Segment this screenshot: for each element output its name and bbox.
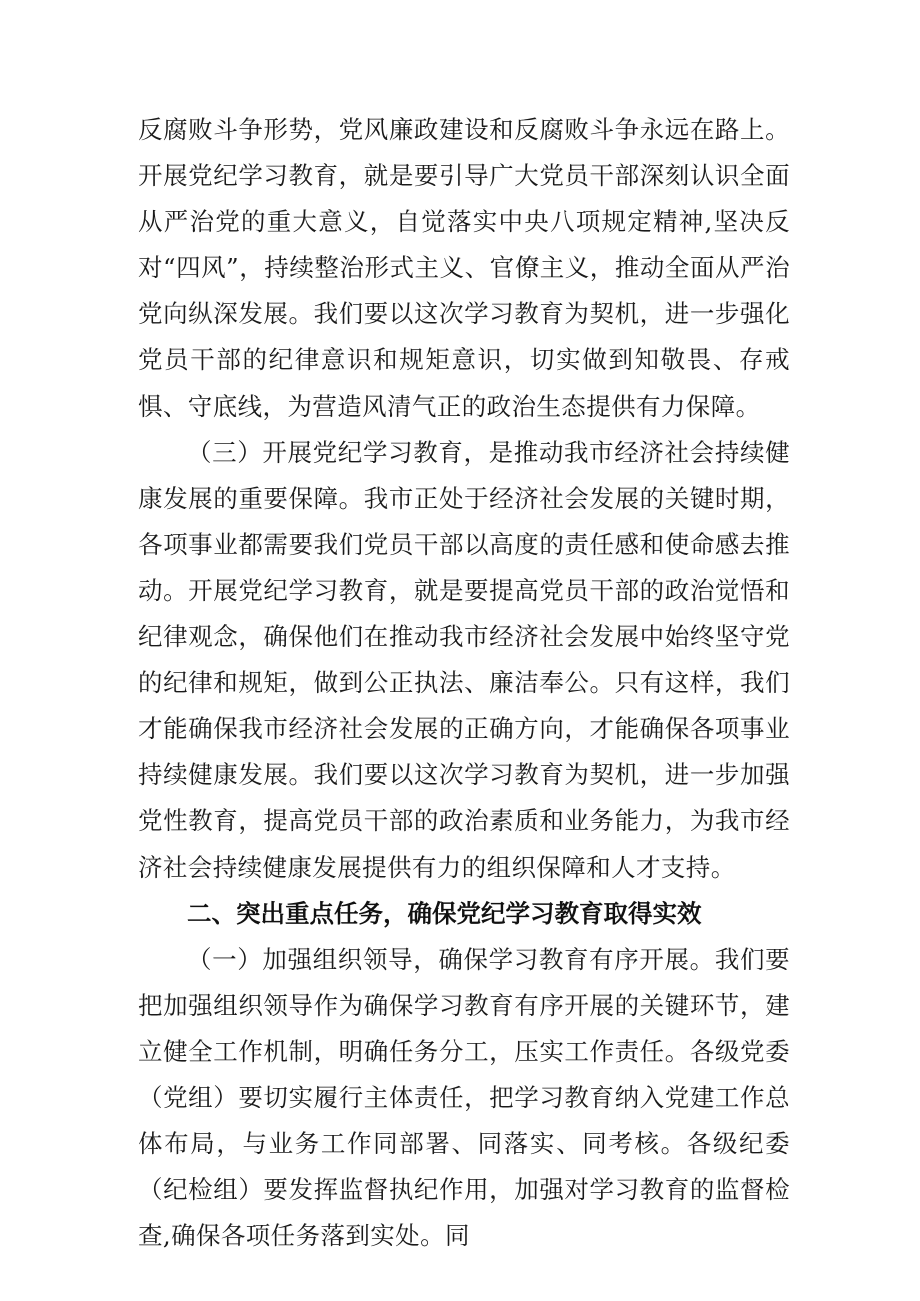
document-body xyxy=(138,107,790,1259)
section-heading-two: 二、突出重点任务，确保党纪学习教育取得实效 xyxy=(187,898,702,928)
paragraph-subsection-one: （一）加强组织领导，确保学习教育有序开展。我们要把加强组织领导作为确保学习教育有序开展的关键环节，建立健全工作机制，明确任务分工，压实工作责任。各级党委（党组）要切实履行主体责任，把学习教育纳入党建工作总体布局，与业务工作同部署、同落实、同考核。各级纪委（纪检组）要发挥监督执纪作用，加强对学习教育的监督检查,确保各项任务落到实处。同 xyxy=(138,944,790,1251)
paragraph-continuation: 反腐败斗争形势，党风廉政建设和反腐败斗争永远在路上。开展党纪学习教育，就是要引导广大党员干部深刻认识全面从严治党的重大意义，自觉落实中央八项规定精神,坚决反对“四风”，持续整治形式主义、官僚主义，推动全面从严治党向纵深发展。我们要以这次学习教育为契机，进一步强化党员干部的纪律意识和规矩意识，切实做到知敬畏、存戒惧、守底线，为营造风清气正的政治生态提供有力保障。 xyxy=(138,115,790,421)
paragraph-section-three: （三）开展党纪学习教育，是推动我市经济社会持续健康发展的重要保障。我市正处于经济社会发展的关键时期，各项事业都需要我们党员干部以高度的责任感和使命感去推动。开展党纪学习教育，就是要提高党员干部的政治觉悟和纪律观念，确保他们在推动我市经济社会发展中始终坚守党的纪律和规矩，做到公正执法、廉洁奉公。只有这样，我们才能确保我市经济社会发展的正确方向，才能确保各项事业持续健康发展。我们要以这次学习教育为契机，进一步加强党性教育，提高党员干部的政治素质和业务能力，为我市经济社会持续健康发展提供有力的组织保障和人才支持。 xyxy=(138,437,790,882)
